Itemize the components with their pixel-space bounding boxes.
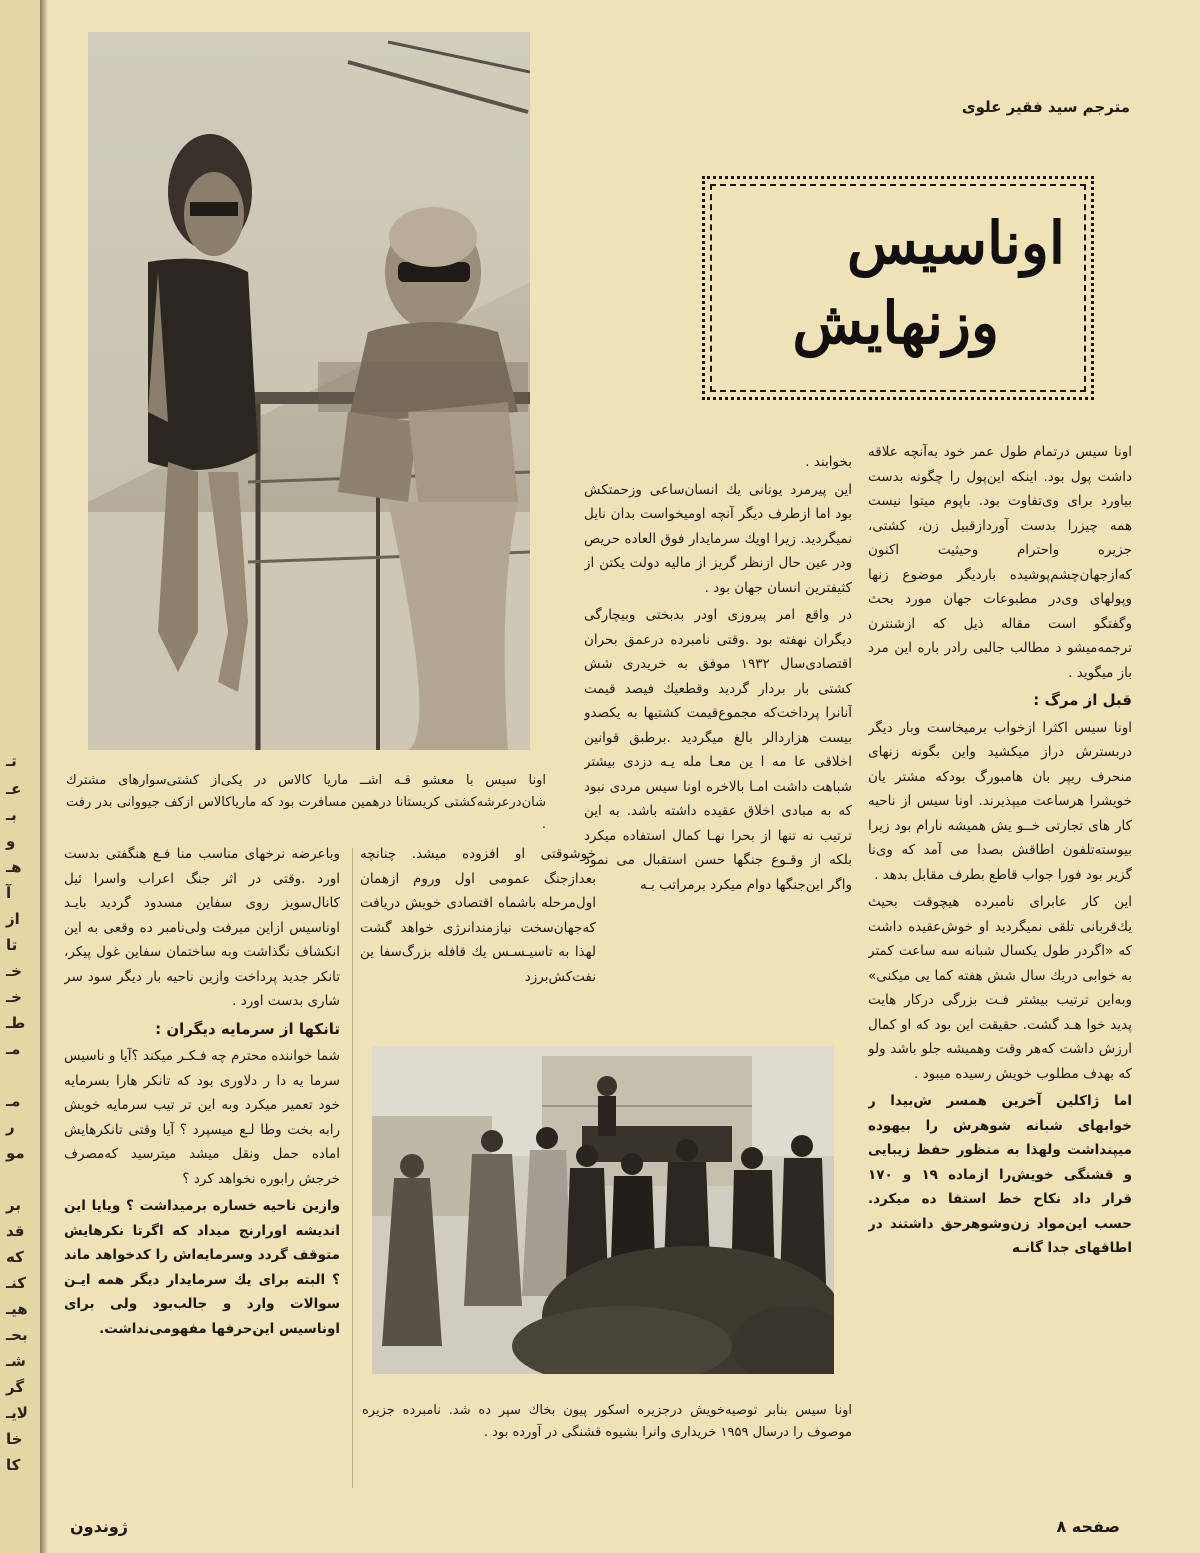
photo-2-caption: اونا سیس بنابر توصیه‌خویش درجزیره اسکور پیون بخاك سپر ده شد. نامبرده جزیره موصوف را درسال ۱۹۵۹ خریداری وانرا بشیوه قشنگی در آورده بود . — [362, 1403, 852, 1440]
previous-page-edge: تـ عـ بـ و هـ آ از تا خـ خـ طـ مـ مـ ر مو بر قد که کنـ هیـ بحـ شـ گر لایـ خا کا — [0, 0, 42, 1553]
column-left — [64, 842, 340, 1502]
paragraph: این پیرمرد یونانی یك انسان‌ساعی وزحمتکش بود اما ازطرف دیگر آنچه او‌میخواست بدان نایل نمیگردید. زیرا اویك سرمایدار فوق العاده حریص ودر عین حال ازنظر گریز از مالیه دولت یکتن از کثیفترین انسان جهان بود . — [584, 481, 852, 596]
paragraph: شما خواننده محترم چه فـکـر میکند ؟آیا و ناسیس سرما یه دا ر دلاوری بود که تانکر هارا بسرمایه خود تعمیر میکرد وبه این تر تیب سرمایه خویش رابه بخت وطا لـع میسپرد ؟ آیا وقتی تانکرهایش اماده حمل ونقل میشد میترسید که‌مصرف خرجش رابوره نخواهد کرد ؟ — [64, 1048, 340, 1187]
column-middle-lower — [360, 842, 596, 1042]
page-spine — [40, 0, 48, 1553]
magazine-name: ژوندون — [70, 1517, 129, 1536]
translator-credit: مترجم سید فقیر علوی — [961, 98, 1130, 116]
paragraph: بخوابند . — [805, 454, 852, 470]
paragraph: وازین ناحیه خساره برمیداشت ؟ ویایا این اندیشه اورارنج میداد که اگرتا نکرهایش متوقف گردد وسرمایه‌اش را کدخواهد ماند ؟ البته برای یك سرمایدار دیگر همه ایـن سوالات وارد و جالب‌بود ولی برای اوناسیس این‌حرفها مفهومی‌نداشت. — [64, 1198, 340, 1337]
column-right — [868, 440, 1132, 1512]
title-line-2: وزنهایش — [792, 289, 999, 357]
paragraph: خوشوقتی او افزوده میشد. چنانچه بعدازجنگ عمومی اول وروم ازهمان اول‌مرحله باشماه اقتصادی خویش دریافت که‌جهان‌سخت نیازمندانرژی خواهد گشت لهذا به تاسیـسـس یك قافله بزرگ‌سفا ین نفت‌کش‌برزد — [360, 846, 596, 985]
photo-onassis-callas — [88, 32, 530, 750]
section-heading: تانکها از سرمایه دیگران : — [155, 1019, 340, 1038]
paragraph: این کار عابرای نامبرده هیچوقت بحیث یك‌قربانی تلقی نمیگردید او خوش‌عقیده داشت که «اگردر طول یکسال شبانه سه ساعت کمتر به خوابی دریك سال شش هفته کما یی میکنی» وبه‌این ترتیب بیشتر فـت بزرگی درکار هایت پدید خوا هـد گشت. حقیقت این بود که او کمال ارزش داشت که‌هر وقت وهمیشه جلو باشد ولو که بهدف مطلوب خویش رسیده میبود . — [868, 894, 1132, 1082]
paragraph: اما ژاکلین آخرین همسر ش‌بیدا ر خوابهای شبانه شوهرش را بیهوده میپنداشت ولهذا به منظور حفظ زیبایی و قشنگی خویش‌را ازماده ۱۹ و ۱۷۰ قرار داد نکاح خط استفا ده میکرد. حسب این‌مواد زن‌وشوهرحق داشتند در اطاقهای جدا گانـه — [868, 1093, 1132, 1256]
paragraph: اونا سیس اکثرا ازخواب برمیخاست وبار دیگر دربسترش دراز میکشید واین بگونه زنهای منحرف ریپر بان هامبورگ بودکه مشتر یان خویشرا هرساعت میپذیرند. اونا سیس از ناحیه کار های تجارتی خــو یش همیشه نارام بود زیرا بیوسته‌تلفون اطاقش بصدا می آمد که وی‌نا گزیر بود فورا جواب قاطع بطرف مقابل بدهد . — [868, 719, 1132, 883]
title-line-1: اوناسیس — [847, 209, 1065, 277]
page-number: صفحه ۸ — [1056, 1517, 1120, 1536]
paragraph: در واقع امر پیروزی اودر بدبختی وبیچارگی دیگران نهفته بود .وقتی نامبرده درعمق بحران اقتصادی‌سال ۱۹۳۲ موفق به خریدری شش کشتی بار بردار گردید وقطعیك فیصد قیمت آنانرا پرداخت‌که مجموع‌قیمت کشتیها به یکصدو بیست هزاردالر بالغ میگردید .برطبق قوانین اخلاقی عا مه ا ین معـا مله یـه دزدی بیشتر شباهت داشت امـا بالاخره اونا سیس مردی نبود که به مبادی اخلاق عقیده داشته باشد. به این ترتیب نه تنها از بحرا نهـا کمال استفاده میکرد بلکه از وقـوع جنگها حسن استقبال می نمود واگر این‌جنگها دوام میکرد برمراتب بـه — [584, 607, 852, 893]
paragraph: اونا سیس درتمام طول عمر خود به‌آنچه علاقه داشت پول بود. اینکه این‌پول را چگونه بدست بیاورد برای وی‌تفاوت بود. باپوم میتوا نیست همه چیزرا بدست آورد‌ازقبیل زن، کشتی، جزیره واحترام وحیثیت اکنون که‌ازجهان‌چشم‌پوشیده باردیگر موضوع زنها وپولهای وی‌در مطبوعات جهان مورد بحث وگفتگو است مقاله ذیل که ازشنترن ترجمه‌میشو د مطالب جالبی رادر باره این مرد باز میگوید . — [868, 444, 1132, 681]
column-divider — [352, 848, 353, 1488]
column-middle — [584, 450, 852, 1042]
title-frame — [702, 176, 1094, 400]
section-heading: قبل از مرگ : — [1033, 691, 1132, 709]
paragraph: وباعرضه نرخهای مناسب منا فـع هنگفتی بدست اورد .وقتی در اثر جنگ اعراب واسرا ئیل کانال‌سویز روی سفاین مسدود گردید بایـد اوناسیس ازاین میرفت ولی‌نامبر ده وقعی به این انکشاف نگذاشت وبه ساختمان سفاین غول پیکر، تانکر جدید پرداخت وازین ناحیه بار دیگر سود سر شاری بدست اورد . — [64, 846, 340, 1009]
photo-1-caption: اونا سیس با معشو قـه اشـ‌ـ ماریا کالاس در یکی‌از کشتی‌سوارهای مشترك شان‌درعرشه‌کشتی کریستانا درهمین مسافرت بود که ماریاکالاس ازکف جیووانی بدر رفت . — [66, 773, 546, 832]
photo-funeral — [372, 1046, 834, 1374]
